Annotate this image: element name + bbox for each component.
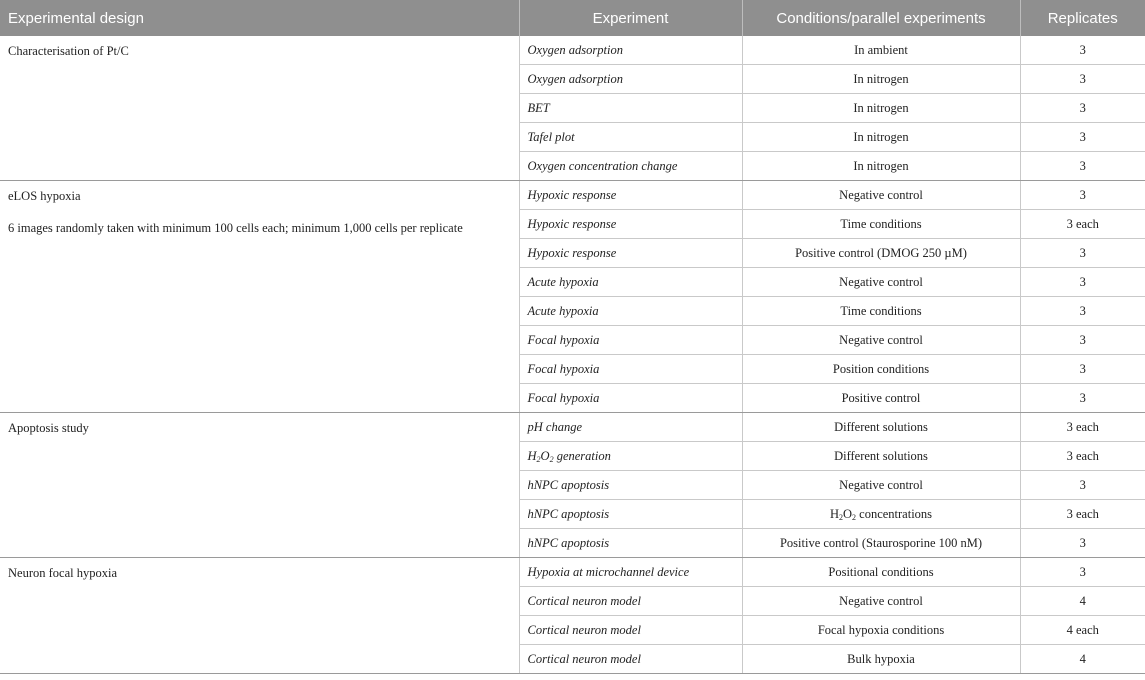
experiment-cell: Cortical neuron model	[519, 645, 742, 674]
condition-cell: Bulk hypoxia	[742, 645, 1020, 674]
condition-cell: Positional conditions	[742, 558, 1020, 587]
condition-cell: In ambient	[742, 36, 1020, 65]
experiment-cell: Acute hypoxia	[519, 297, 742, 326]
experiment-cell: Acute hypoxia	[519, 268, 742, 297]
replicates-cell: 3 each	[1020, 442, 1145, 471]
condition-cell: Focal hypoxia conditions	[742, 616, 1020, 645]
condition-cell: Negative control	[742, 471, 1020, 500]
experiment-cell: Oxygen adsorption	[519, 65, 742, 94]
condition-cell: Time conditions	[742, 297, 1020, 326]
replicates-cell: 3 each	[1020, 500, 1145, 529]
design-label: Characterisation of Pt/C	[8, 44, 129, 58]
replicates-cell: 3	[1020, 123, 1145, 152]
experiment-cell: $H_2O_2$ generation	[519, 442, 742, 471]
condition-cell: Negative control	[742, 326, 1020, 355]
table-header	[0, 0, 1145, 36]
header-experimental-design: Experimental design	[0, 0, 519, 36]
header-experiment: Experiment	[519, 0, 742, 36]
replicates-cell: 3	[1020, 297, 1145, 326]
experiment-cell: Cortical neuron model	[519, 616, 742, 645]
experiment-cell: Hypoxic response	[519, 210, 742, 239]
design-cell	[0, 36, 519, 181]
experiment-cell: Hypoxic response	[519, 181, 742, 210]
design-label: Apoptosis study	[8, 421, 89, 435]
header-row	[0, 0, 1145, 36]
replicates-cell: 3	[1020, 152, 1145, 181]
replicates-cell: 3	[1020, 94, 1145, 123]
replicates-cell: 3	[1020, 36, 1145, 65]
design-cell	[0, 413, 519, 558]
condition-cell: Time conditions	[742, 210, 1020, 239]
condition-cell: In nitrogen	[742, 65, 1020, 94]
experiment-cell: Cortical neuron model	[519, 587, 742, 616]
replicates-cell: 3	[1020, 355, 1145, 384]
design-note: 6 images randomly taken with minimum 100 cells each; minimum 1,000 cells per replicate	[8, 221, 463, 235]
design-cell	[0, 558, 519, 674]
replicates-cell: 3	[1020, 471, 1145, 500]
condition-cell: Positive control	[742, 384, 1020, 413]
experiment-cell: Hypoxia at microchannel device	[519, 558, 742, 587]
experiment-cell: hNPC apoptosis	[519, 471, 742, 500]
design-cell	[0, 181, 519, 413]
condition-cell: Position conditions	[742, 355, 1020, 384]
table-row	[0, 36, 1145, 65]
experiment-cell: hNPC apoptosis	[519, 500, 742, 529]
replicates-cell: 3	[1020, 558, 1145, 587]
condition-cell: $H_2O_2$ concentrations	[742, 500, 1020, 529]
condition-cell: Different solutions	[742, 413, 1020, 442]
experiment-cell: hNPC apoptosis	[519, 529, 742, 558]
condition-cell: Negative control	[742, 268, 1020, 297]
experiment-cell: Focal hypoxia	[519, 355, 742, 384]
header-replicates: Replicates	[1020, 0, 1145, 36]
header-conditions: Conditions/parallel experiments	[742, 0, 1020, 36]
experiment-cell: Oxygen concentration change	[519, 152, 742, 181]
replicates-cell: 3	[1020, 239, 1145, 268]
design-label: eLOS hypoxia	[8, 189, 81, 203]
condition-cell: In nitrogen	[742, 94, 1020, 123]
condition-cell: Negative control	[742, 587, 1020, 616]
replicates-cell: 3 each	[1020, 210, 1145, 239]
condition-cell: Positive control (DMOG 250 µM)	[742, 239, 1020, 268]
table-row	[0, 413, 1145, 442]
replicates-cell: 3	[1020, 384, 1145, 413]
experiment-cell: pH change	[519, 413, 742, 442]
replicates-cell: 4 each	[1020, 616, 1145, 645]
condition-cell: Different solutions	[742, 442, 1020, 471]
condition-cell: Positive control (Staurosporine 100 nM)	[742, 529, 1020, 558]
condition-cell: In nitrogen	[742, 123, 1020, 152]
replicates-cell: 3 each	[1020, 413, 1145, 442]
table-row	[0, 558, 1145, 587]
experiment-cell: Focal hypoxia	[519, 326, 742, 355]
experiment-cell: BET	[519, 94, 742, 123]
experiment-cell: Focal hypoxia	[519, 384, 742, 413]
table-body	[0, 36, 1145, 674]
replicates-cell: 4	[1020, 587, 1145, 616]
table-row	[0, 181, 1145, 210]
experiment-cell: Oxygen adsorption	[519, 36, 742, 65]
replicates-cell: 3	[1020, 268, 1145, 297]
replicates-cell: 3	[1020, 65, 1145, 94]
replicates-cell: 3	[1020, 181, 1145, 210]
replicates-cell: 3	[1020, 529, 1145, 558]
condition-cell: In nitrogen	[742, 152, 1020, 181]
experiment-cell: Hypoxic response	[519, 239, 742, 268]
design-label: Neuron focal hypoxia	[8, 566, 117, 580]
condition-cell: Negative control	[742, 181, 1020, 210]
replicates-cell: 3	[1020, 326, 1145, 355]
replicates-cell: 4	[1020, 645, 1145, 674]
experiment-cell: Tafel plot	[519, 123, 742, 152]
